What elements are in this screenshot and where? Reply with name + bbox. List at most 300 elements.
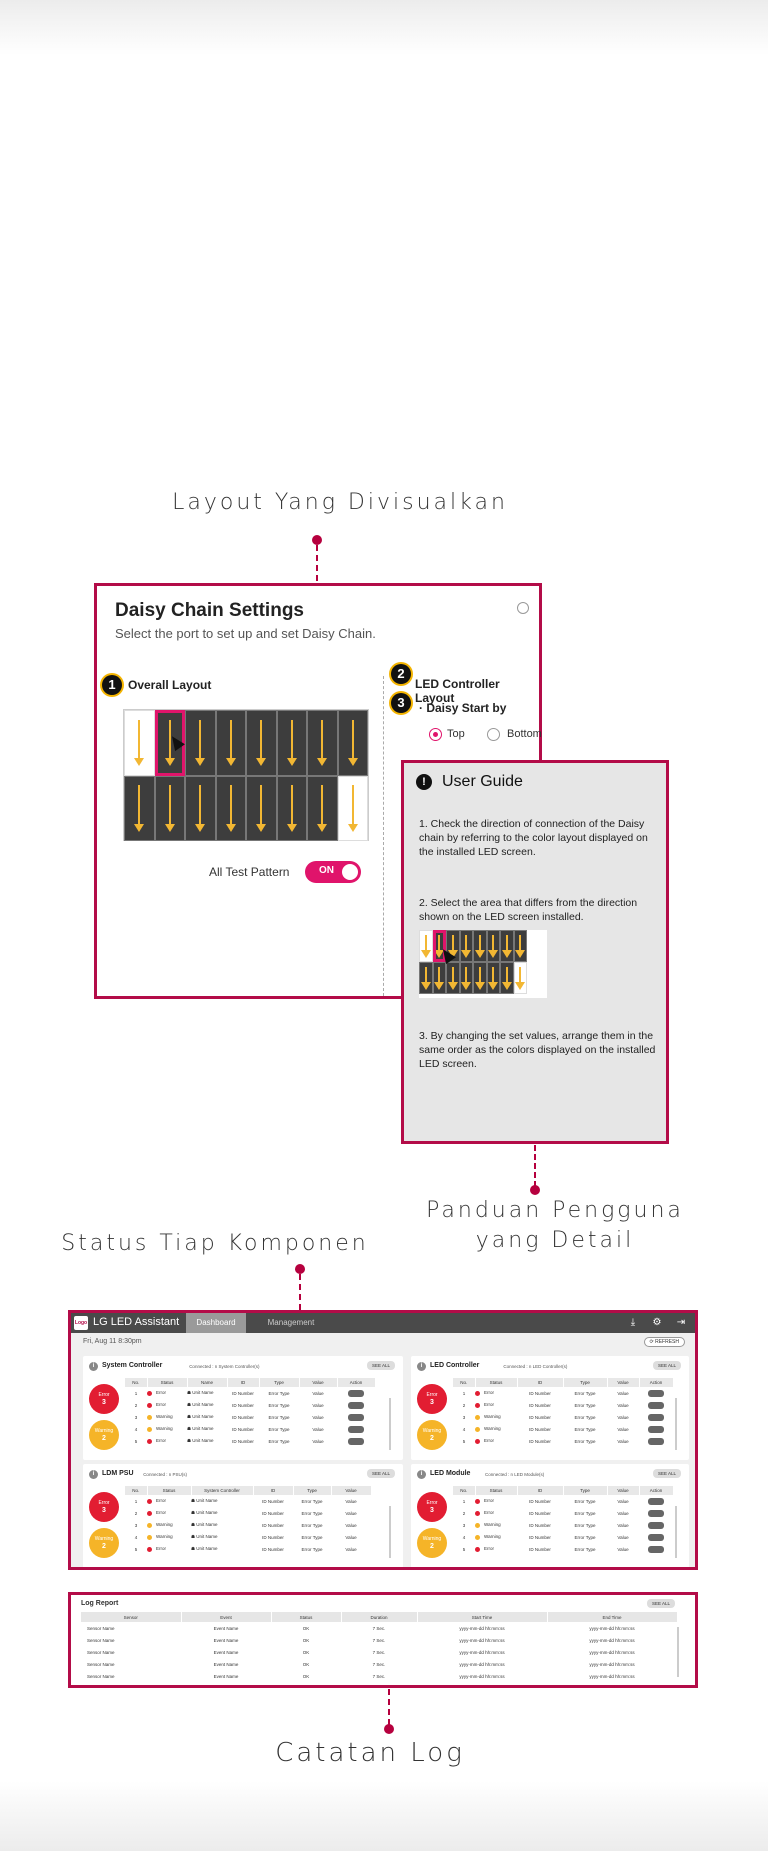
column-header[interactable]: ID xyxy=(517,1378,563,1387)
status-dot xyxy=(475,1547,480,1552)
table-row xyxy=(125,1399,375,1411)
badge-3: 3 xyxy=(391,693,411,713)
row-number: 1 xyxy=(462,1498,466,1504)
row-number: 4 xyxy=(134,1534,138,1540)
badge-1: 1 xyxy=(102,675,122,695)
layout-cell[interactable] xyxy=(124,776,155,842)
logout-icon[interactable]: ⇥ xyxy=(676,1317,686,1328)
log-scrollbar[interactable] xyxy=(677,1627,679,1677)
status-cell xyxy=(147,1507,191,1519)
action-button[interactable] xyxy=(348,1438,364,1445)
log-cell: yyyy-mm-dd hh:mm:ss xyxy=(589,1637,635,1643)
guide-step-3: 3. By changing the set values, arrange them in the same order as the colors displayed on the installed LED screen. xyxy=(419,1030,656,1070)
column-header[interactable]: Value xyxy=(299,1378,337,1387)
table-cell: Error Type xyxy=(268,1426,290,1432)
row-number: 3 xyxy=(134,1522,138,1528)
tab-dashboard[interactable]: Dashboard xyxy=(186,1313,246,1333)
table-cell: Value xyxy=(345,1522,357,1528)
action-button[interactable] xyxy=(648,1426,664,1433)
log-cell: Event Name xyxy=(213,1661,239,1667)
table-cell: ID Number xyxy=(232,1402,254,1408)
row-number: 1 xyxy=(134,1390,138,1396)
gear-icon[interactable]: ⚙ xyxy=(652,1317,662,1328)
table-cell: ID Number xyxy=(529,1510,551,1516)
connector-dot xyxy=(384,1724,394,1734)
table-cell: Value xyxy=(312,1402,324,1408)
warning-count-badge xyxy=(89,1528,119,1558)
scrollbar[interactable] xyxy=(389,1398,391,1450)
layout-cell[interactable] xyxy=(185,710,216,776)
connected-count: Connected : n System Controller(s) xyxy=(189,1364,260,1369)
status-text: Warning xyxy=(156,1426,173,1432)
status-text: Error xyxy=(484,1510,494,1516)
log-row xyxy=(81,1622,677,1634)
toggle-knob xyxy=(342,864,358,880)
table-row xyxy=(125,1411,375,1423)
connector-dot xyxy=(530,1185,540,1195)
action-button[interactable] xyxy=(648,1522,664,1529)
table-cell: ID Number xyxy=(529,1426,551,1432)
error-count-badge xyxy=(417,1492,447,1522)
log-cell: Event Name xyxy=(213,1649,239,1655)
unit-name: Unit Name xyxy=(196,1498,218,1503)
see-all-button[interactable]: SEE ALL xyxy=(367,1469,395,1478)
table-cell: ID Number xyxy=(232,1426,254,1432)
status-text: Warning xyxy=(156,1414,173,1420)
action-button[interactable] xyxy=(648,1546,664,1553)
table-row xyxy=(453,1399,673,1411)
status-cell xyxy=(147,1387,187,1399)
layout-cell[interactable] xyxy=(460,962,474,994)
table-row xyxy=(453,1411,673,1423)
action-cell xyxy=(337,1399,375,1411)
table-cell: Error Type xyxy=(301,1546,323,1552)
table-row xyxy=(125,1543,371,1555)
dialog-subtitle: Select the port to set up and set Daisy Chain. xyxy=(115,626,376,641)
table-cell: Value xyxy=(617,1390,629,1396)
table-cell: Error Type xyxy=(268,1390,290,1396)
action-button[interactable] xyxy=(648,1414,664,1421)
layout-cell[interactable] xyxy=(307,710,338,776)
status-dot xyxy=(475,1499,480,1504)
column-header[interactable]: No. xyxy=(453,1486,475,1495)
panel-title xyxy=(89,1470,134,1479)
log-cell: yyyy-mm-dd hh:mm:ss xyxy=(589,1649,635,1655)
row-number: 3 xyxy=(462,1522,466,1528)
table-row xyxy=(453,1495,673,1507)
unit-icon: ☗ xyxy=(191,1534,197,1539)
name-cell xyxy=(191,1519,253,1531)
warning-label: Warning xyxy=(94,1536,114,1542)
down-arrow-icon xyxy=(321,720,323,764)
table-cell: Error Type xyxy=(574,1522,596,1528)
table-cell: Value xyxy=(312,1438,324,1444)
layout-cell[interactable] xyxy=(185,776,216,842)
row-number: 5 xyxy=(134,1438,138,1444)
table-cell: Value xyxy=(617,1438,629,1444)
action-button[interactable] xyxy=(348,1402,364,1409)
table-cell: Value xyxy=(345,1546,357,1552)
section-led-controller-layout xyxy=(391,664,411,684)
down-arrow-icon xyxy=(425,967,427,988)
action-button[interactable] xyxy=(648,1438,664,1445)
status-cell xyxy=(475,1543,517,1555)
status-cell xyxy=(147,1423,187,1435)
unit-icon: ☗ xyxy=(187,1426,193,1431)
status-text: Error xyxy=(156,1438,166,1444)
log-column-header[interactable]: Duration xyxy=(341,1612,417,1622)
warning-label: Warning xyxy=(422,1428,442,1434)
down-arrow-icon xyxy=(506,967,508,988)
down-arrow-icon xyxy=(291,720,293,764)
status-cell xyxy=(147,1435,187,1447)
table-row xyxy=(453,1531,673,1543)
scrollbar[interactable] xyxy=(675,1506,677,1558)
status-cell xyxy=(147,1411,187,1423)
log-row xyxy=(81,1634,677,1646)
layout-cell[interactable] xyxy=(487,930,501,962)
layout-cell[interactable] xyxy=(500,930,514,962)
table-cell: ID Number xyxy=(232,1438,254,1444)
name-cell xyxy=(191,1543,253,1555)
column-header[interactable]: System Controller xyxy=(191,1486,253,1495)
layout-cell[interactable] xyxy=(487,962,501,994)
down-arrow-icon xyxy=(199,720,201,764)
name-cell xyxy=(187,1399,227,1411)
table-cell: Error Type xyxy=(574,1426,596,1432)
down-arrow-icon xyxy=(492,967,494,988)
table-cell: Value xyxy=(345,1510,357,1516)
log-cell: 7 Sec. xyxy=(372,1625,386,1631)
down-arrow-icon xyxy=(321,785,323,829)
warning-count: 2 xyxy=(102,1435,106,1442)
action-cell xyxy=(337,1423,375,1435)
log-row xyxy=(81,1670,677,1682)
column-header[interactable]: Value xyxy=(607,1378,639,1387)
status-dot xyxy=(475,1535,480,1540)
log-cell: 7 Sec. xyxy=(372,1661,386,1667)
table-cell: ID Number xyxy=(529,1498,551,1504)
status-dot xyxy=(147,1403,152,1408)
radio-top[interactable] xyxy=(429,728,442,741)
status-text: Warning xyxy=(484,1426,501,1432)
status-dot xyxy=(147,1415,152,1420)
action-button[interactable] xyxy=(348,1426,364,1433)
panel-title-text: LED Module xyxy=(430,1470,471,1477)
error-count: 3 xyxy=(430,1507,434,1514)
layout-cell[interactable] xyxy=(473,962,487,994)
column-header[interactable]: No. xyxy=(125,1378,147,1387)
layout-cell[interactable] xyxy=(433,962,447,994)
action-button[interactable] xyxy=(648,1498,664,1505)
tab-management[interactable]: Management xyxy=(267,1318,315,1327)
layout-cell[interactable] xyxy=(446,962,460,994)
log-column-header[interactable]: Status xyxy=(271,1612,341,1622)
scrollbar[interactable] xyxy=(389,1506,391,1558)
down-arrow-icon xyxy=(230,785,232,829)
name-cell xyxy=(187,1423,227,1435)
log-see-all-button[interactable]: SEE ALL xyxy=(647,1599,675,1608)
refresh-button[interactable]: ⟳ REFRESH xyxy=(644,1337,686,1347)
status-cell xyxy=(475,1387,517,1399)
unit-name: Unit Name xyxy=(192,1390,214,1395)
action-button[interactable] xyxy=(648,1390,664,1397)
down-arrow-icon xyxy=(519,967,521,988)
connected-count: Connected : n LED Controller(s) xyxy=(503,1364,568,1369)
layout-cell[interactable] xyxy=(338,776,369,842)
unit-name: Unit Name xyxy=(196,1522,218,1527)
down-arrow-icon xyxy=(352,785,354,829)
badge-2: 2 xyxy=(391,664,411,684)
column-header[interactable]: Value xyxy=(607,1486,639,1495)
radio-bottom[interactable] xyxy=(487,728,500,741)
section-label: LED Controller Layout xyxy=(415,677,500,705)
action-button[interactable] xyxy=(648,1534,664,1541)
table-cell: Value xyxy=(345,1534,357,1540)
status-cell xyxy=(475,1531,517,1543)
action-button[interactable] xyxy=(348,1390,364,1397)
user-guide-panel xyxy=(401,760,669,1144)
column-header[interactable]: Name xyxy=(187,1378,227,1387)
layout-cell[interactable] xyxy=(307,776,338,842)
column-header[interactable]: ID xyxy=(253,1486,293,1495)
table-cell: Value xyxy=(345,1498,357,1504)
caption-layout: Layout Yang Divisualkan xyxy=(172,490,508,515)
table-cell: Value xyxy=(617,1426,629,1432)
caption-guide-line-1: Panduan Pengguna xyxy=(426,1198,684,1223)
log-cell: yyyy-mm-dd hh:mm:ss xyxy=(459,1649,505,1655)
row-number: 5 xyxy=(462,1546,466,1552)
toggle-label: ON xyxy=(319,865,334,876)
layout-cell[interactable] xyxy=(514,930,528,962)
bottom-fade xyxy=(0,1781,768,1851)
close-icon[interactable] xyxy=(517,602,529,614)
column-header[interactable]: No. xyxy=(453,1378,475,1387)
status-cell xyxy=(147,1531,191,1543)
down-arrow-icon xyxy=(479,935,481,956)
row-number: 4 xyxy=(134,1426,138,1432)
layout-cell[interactable] xyxy=(246,776,277,842)
log-cell: yyyy-mm-dd hh:mm:ss xyxy=(589,1673,635,1679)
down-arrow-icon xyxy=(479,967,481,988)
status-cell xyxy=(475,1399,517,1411)
column-header[interactable]: Action xyxy=(337,1378,375,1387)
section-label-text: Daisy Start by xyxy=(426,701,507,715)
error-label: Error xyxy=(426,1392,438,1398)
logo: Logo xyxy=(74,1316,88,1330)
column-header[interactable]: Type xyxy=(563,1486,607,1495)
down-arrow-icon xyxy=(169,785,171,829)
unit-icon: ☗ xyxy=(187,1438,193,1443)
user-guide-title: User Guide xyxy=(442,773,523,790)
row-number: 2 xyxy=(462,1510,466,1516)
down-arrow-icon xyxy=(352,720,354,764)
log-cell: OK xyxy=(302,1649,310,1655)
layout-cell[interactable] xyxy=(155,776,186,842)
layout-cell[interactable] xyxy=(338,710,369,776)
table-cell: Error Type xyxy=(268,1414,290,1420)
warning-count-badge xyxy=(417,1528,447,1558)
status-dot xyxy=(475,1439,480,1444)
status-dot xyxy=(475,1415,480,1420)
table-row xyxy=(125,1531,371,1543)
table-row xyxy=(125,1507,371,1519)
see-all-button[interactable]: SEE ALL xyxy=(653,1361,681,1370)
see-all-button[interactable]: SEE ALL xyxy=(653,1469,681,1478)
unit-name: Unit Name xyxy=(192,1426,214,1431)
log-table xyxy=(81,1612,678,1682)
unit-name: Unit Name xyxy=(196,1546,218,1551)
column-header[interactable]: Type xyxy=(293,1486,331,1495)
log-cell: 7 Sec. xyxy=(372,1637,386,1643)
status-dot xyxy=(147,1511,152,1516)
log-cell: 7 Sec. xyxy=(372,1649,386,1655)
status-cell xyxy=(147,1399,187,1411)
down-arrow-icon xyxy=(260,720,262,764)
download-icon[interactable]: ⤓ xyxy=(630,1317,636,1328)
log-column-header[interactable]: Event xyxy=(181,1612,271,1622)
log-column-header[interactable]: Sensor xyxy=(81,1612,181,1622)
see-all-button[interactable]: SEE ALL xyxy=(367,1361,395,1370)
table-row xyxy=(125,1495,371,1507)
status-dot xyxy=(147,1523,152,1528)
column-header[interactable]: Status xyxy=(147,1378,187,1387)
column-header[interactable]: No. xyxy=(125,1486,147,1495)
column-header[interactable]: Action xyxy=(639,1378,673,1387)
row-number: 1 xyxy=(134,1498,138,1504)
log-cell: Event Name xyxy=(213,1637,239,1643)
action-cell xyxy=(639,1399,673,1411)
layout-cell[interactable] xyxy=(419,962,433,994)
log-column-header[interactable]: Start Time xyxy=(417,1612,547,1622)
overall-layout-grid[interactable] xyxy=(123,709,369,841)
section-label: · Daisy Start by xyxy=(419,701,507,715)
log-cell: Sensor Name xyxy=(87,1649,115,1655)
column-header[interactable]: Status xyxy=(475,1378,517,1387)
layout-cell[interactable] xyxy=(419,930,433,962)
down-arrow-icon xyxy=(519,935,521,956)
info-icon: i xyxy=(89,1470,98,1479)
warning-label: Warning xyxy=(94,1428,114,1434)
all-test-pattern-toggle[interactable] xyxy=(305,861,361,883)
layout-cell[interactable] xyxy=(473,930,487,962)
column-header[interactable]: Value xyxy=(331,1486,371,1495)
table-cell: ID Number xyxy=(529,1390,551,1396)
column-header[interactable]: ID xyxy=(227,1378,259,1387)
column-header[interactable]: ID xyxy=(517,1486,563,1495)
table-cell: ID Number xyxy=(529,1534,551,1540)
layout-cell[interactable] xyxy=(124,710,155,776)
status-cell xyxy=(475,1423,517,1435)
action-cell xyxy=(639,1531,673,1543)
column-header[interactable]: Action xyxy=(639,1486,673,1495)
table-cell: Value xyxy=(617,1534,629,1540)
table-cell: Error Type xyxy=(574,1402,596,1408)
status-text: Warning xyxy=(484,1534,501,1540)
layout-cell[interactable] xyxy=(246,710,277,776)
layout-cell[interactable] xyxy=(216,776,247,842)
log-cell: OK xyxy=(302,1637,310,1643)
connector-dot xyxy=(295,1264,305,1274)
log-row xyxy=(81,1646,677,1658)
down-arrow-icon xyxy=(425,935,427,956)
status-text: Error xyxy=(484,1498,494,1504)
column-header[interactable]: Type xyxy=(259,1378,299,1387)
layout-cell[interactable] xyxy=(216,710,247,776)
warning-count-badge xyxy=(89,1420,119,1450)
error-count: 3 xyxy=(102,1399,106,1406)
unit-name: Unit Name xyxy=(192,1402,214,1407)
row-number: 4 xyxy=(462,1426,466,1432)
layout-cell[interactable] xyxy=(460,930,474,962)
row-number: 5 xyxy=(134,1546,138,1552)
column-header[interactable]: Type xyxy=(563,1378,607,1387)
action-cell xyxy=(639,1435,673,1447)
layout-cell[interactable] xyxy=(277,776,308,842)
log-column-header[interactable]: End Time xyxy=(547,1612,677,1622)
action-button[interactable] xyxy=(348,1414,364,1421)
app-name: LG LED Assistant xyxy=(93,1316,180,1328)
unit-icon: ☗ xyxy=(191,1498,197,1503)
action-button[interactable] xyxy=(648,1402,664,1409)
table-cell: Error Type xyxy=(574,1390,596,1396)
log-cell: yyyy-mm-dd hh:mm:ss xyxy=(589,1625,635,1631)
table-row xyxy=(125,1435,375,1447)
table-cell: Value xyxy=(617,1498,629,1504)
action-cell xyxy=(639,1495,673,1507)
unit-icon: ☗ xyxy=(187,1402,193,1407)
action-button[interactable] xyxy=(648,1510,664,1517)
log-cell: yyyy-mm-dd hh:mm:ss xyxy=(589,1661,635,1667)
error-count: 3 xyxy=(430,1399,434,1406)
connected-count: Connected : n LED Module(s) xyxy=(485,1472,545,1477)
column-divider xyxy=(383,676,384,996)
warning-count: 2 xyxy=(430,1543,434,1550)
log-cell: yyyy-mm-dd hh:mm:ss xyxy=(459,1673,505,1679)
column-header[interactable]: Status xyxy=(475,1486,517,1495)
row-number: 3 xyxy=(134,1414,138,1420)
status-cell xyxy=(475,1507,517,1519)
action-cell xyxy=(639,1543,673,1555)
unit-icon: ☗ xyxy=(191,1546,197,1551)
layout-cell[interactable] xyxy=(277,710,308,776)
status-dot xyxy=(475,1403,480,1408)
table-cell: Error Type xyxy=(301,1522,323,1528)
action-cell xyxy=(639,1507,673,1519)
table-row xyxy=(453,1387,673,1399)
status-cell xyxy=(475,1495,517,1507)
table-cell: ID Number xyxy=(529,1546,551,1552)
row-number: 3 xyxy=(462,1414,466,1420)
action-cell xyxy=(639,1423,673,1435)
radio-top-label: Top xyxy=(447,728,465,740)
column-header[interactable]: Status xyxy=(147,1486,191,1495)
top-fade xyxy=(0,0,768,55)
table-row xyxy=(453,1435,673,1447)
connector-line xyxy=(316,545,318,581)
scrollbar[interactable] xyxy=(675,1398,677,1450)
layout-cell[interactable] xyxy=(514,962,528,994)
down-arrow-icon xyxy=(138,785,140,829)
top-bar xyxy=(71,1313,695,1333)
table-cell: ID Number xyxy=(262,1546,284,1552)
table-cell: Error Type xyxy=(574,1534,596,1540)
table-cell: ID Number xyxy=(529,1522,551,1528)
status-table xyxy=(125,1378,376,1447)
layout-cell[interactable] xyxy=(500,962,514,994)
unit-icon: ☗ xyxy=(191,1522,197,1527)
status-text: Error xyxy=(484,1546,494,1552)
